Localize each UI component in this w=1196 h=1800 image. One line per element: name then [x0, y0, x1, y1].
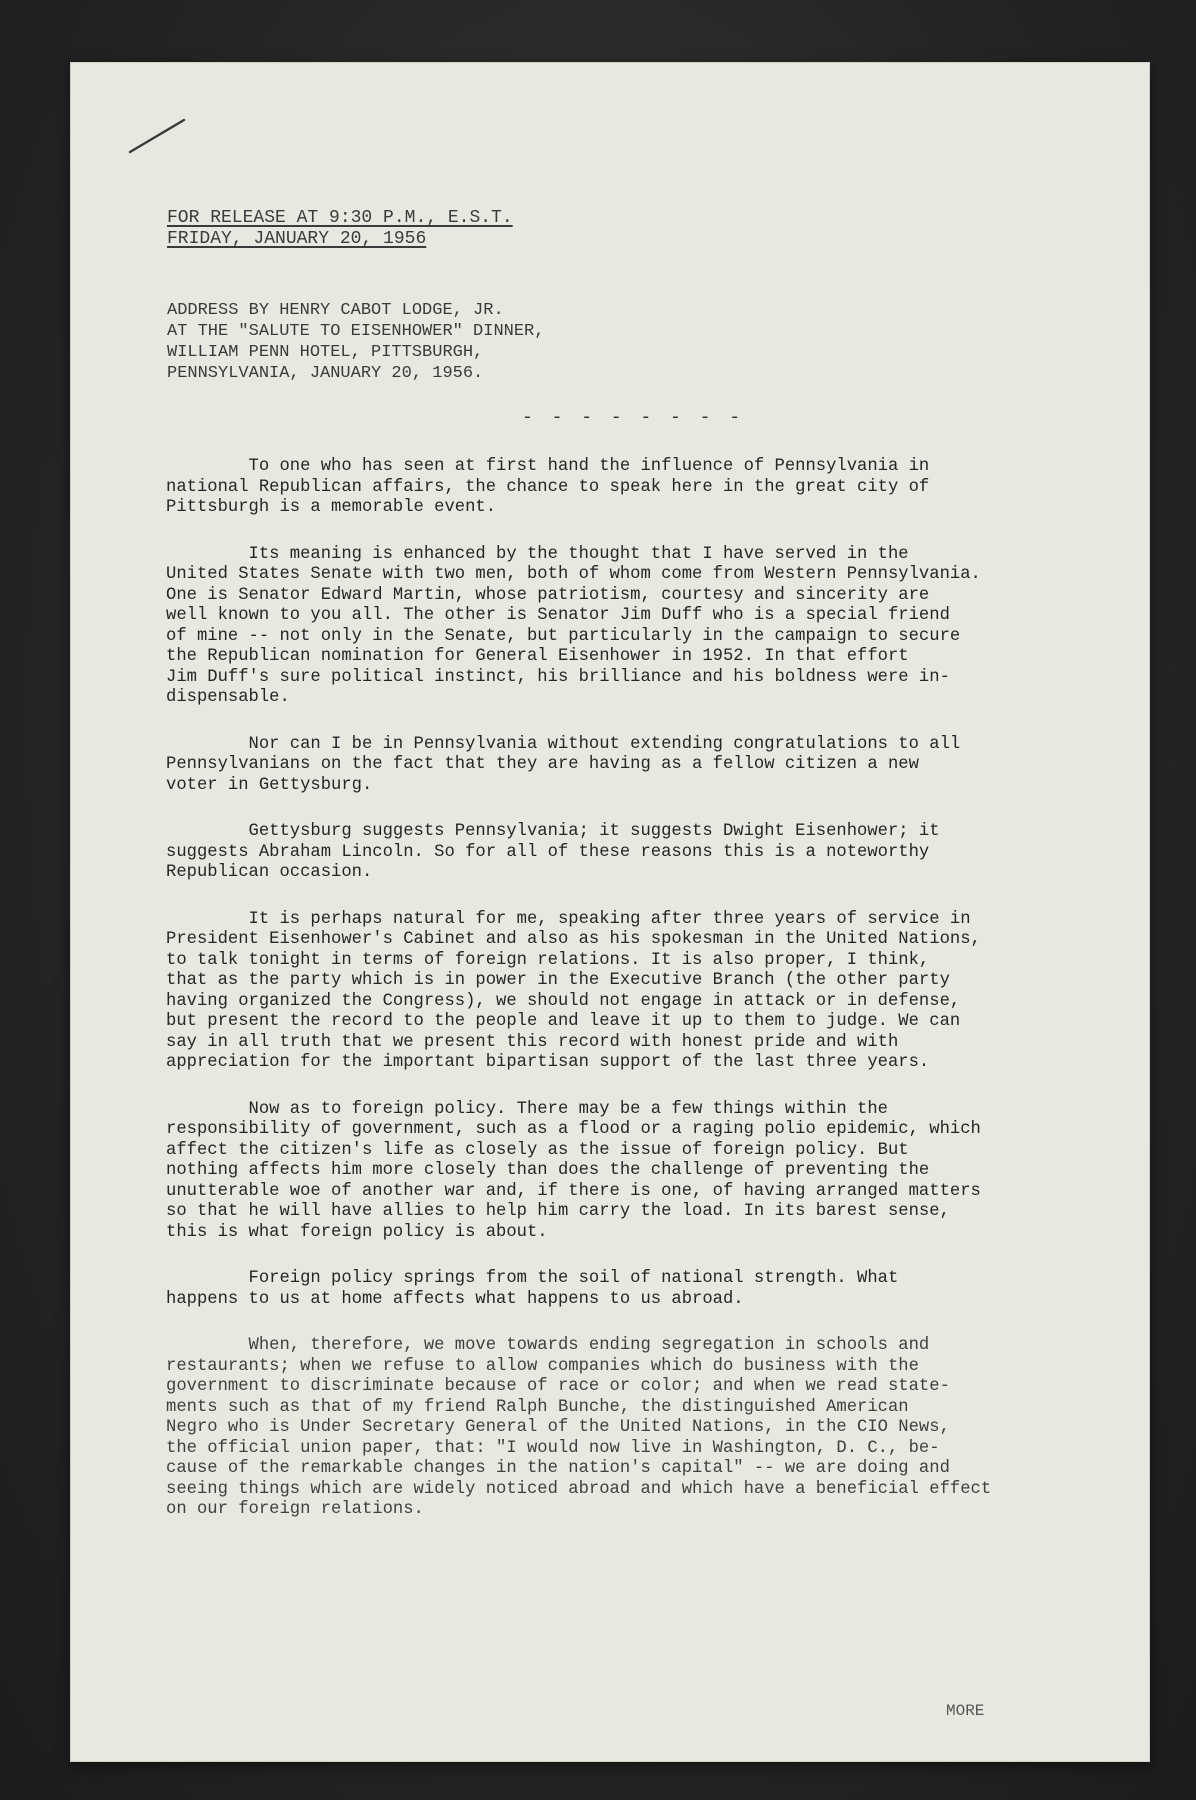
- dash-separator: - - - - - - - -: [522, 408, 745, 428]
- text-line: To one who has seen at first hand the influence of Pennsylvania in: [166, 457, 930, 476]
- paragraph: [166, 735, 1126, 797]
- paragraph: [166, 1336, 1126, 1521]
- text-line: Pittsburgh is a memorable event.: [166, 498, 497, 517]
- text-line: government to discriminate because of race or color; and when we read state-: [166, 1377, 950, 1396]
- release-header: [167, 208, 513, 250]
- more-indicator: MORE: [946, 1702, 985, 1720]
- text-line: Now as to foreign policy. There may be a few things within the: [166, 1099, 888, 1119]
- text-line: so that he will have allies to help him carry the load. In its barest sense,: [166, 1202, 950, 1221]
- text-line: seeing things which are widely noticed abroad and which have a beneficial effect: [166, 1479, 992, 1499]
- text-line: nothing affects him more closely than does the challenge of preventing the: [166, 1161, 930, 1180]
- text-line: Pennsylvanians on the fact that they are having as a fellow citizen a new: [166, 755, 919, 774]
- text-line: having organized the Congress), we should not engage in attack or in defense,: [166, 991, 961, 1011]
- text-line: on our foreign relations.: [166, 1500, 424, 1519]
- text-line: Negro who is Under Secretary General of the United Nations, in the CIO News,: [166, 1418, 950, 1437]
- text-line: affect the citizen's life as closely as the issue of foreign policy. But: [166, 1140, 909, 1160]
- text-line: but present the record to the people and leave it up to them to judge. We can: [166, 1012, 961, 1031]
- text-line: say in all truth that we present this record with honest pride and with: [166, 1032, 899, 1052]
- text-line: Foreign policy springs from the soil of national strength. What: [166, 1269, 899, 1288]
- text-line: unutterable woe of another war and, if there is one, of having arranged matters: [166, 1181, 981, 1201]
- text-line: the official union paper, that: "I would now live in Washington, D. C., be-: [166, 1438, 940, 1458]
- text-line: Nor can I be in Pennsylvania without extending congratulations to all: [166, 734, 961, 754]
- address-line: AT THE "SALUTE TO EISENHOWER" DINNER,: [167, 322, 545, 341]
- pen-check-mark: [128, 114, 188, 154]
- release-date: FRIDAY, JANUARY 20, 1956: [167, 229, 427, 249]
- text-line: cause of the remarkable changes in the nation's capital" -- we are doing and: [166, 1459, 950, 1478]
- text-line: responsibility of government, such as a flood or a raging polio epidemic, which: [166, 1120, 981, 1139]
- text-line: When, therefore, we move towards ending segregation in schools and: [166, 1336, 930, 1355]
- text-line: appreciation for the important bipartisan support of the last three years.: [166, 1053, 930, 1072]
- address-line: PENNSYLVANIA, JANUARY 20, 1956.: [167, 364, 484, 383]
- address-heading: [167, 300, 544, 384]
- text-line: of mine -- not only in the Senate, but particularly in the campaign to secure: [166, 626, 961, 646]
- text-line: Its meaning is enhanced by the thought that I have served in the: [166, 544, 909, 564]
- text-line: restaurants; when we refuse to allow companies which do business with the: [166, 1356, 919, 1376]
- paragraph: [166, 822, 1126, 884]
- press-release-page: [70, 62, 1150, 1762]
- text-line: ments such as that of my friend Ralph Bunche, the distinguished American: [166, 1397, 909, 1417]
- text-line: One is Senator Edward Martin, whose patriotism, courtesy and sincerity are: [166, 585, 930, 605]
- paragraph: [166, 910, 1126, 1074]
- text-line: well known to you all. The other is Senator Jim Duff who is a special friend: [166, 606, 950, 625]
- paragraph: [166, 545, 1126, 709]
- text-line: national Republican affairs, the chance to speak here in the great city of: [166, 477, 930, 497]
- text-line: Gettysburg suggests Pennsylvania; it suggests Dwight Eisenhower; it: [166, 822, 940, 841]
- text-line: this is what foreign policy is about.: [166, 1222, 548, 1242]
- text-line: It is perhaps natural for me, speaking after three years of service in: [166, 909, 971, 929]
- text-line: happens to us at home affects what happens to us abroad.: [166, 1289, 744, 1309]
- text-line: to talk tonight in terms of foreign relations. It is also proper, I think,: [166, 950, 930, 970]
- text-line: dispensable.: [166, 688, 290, 707]
- text-line: United States Senate with two men, both of whom come from Western Pennsylvania.: [166, 565, 981, 584]
- text-line: voter in Gettysburg.: [166, 775, 373, 795]
- text-line: suggests Abraham Lincoln. So for all of these reasons this is a noteworthy: [166, 842, 930, 862]
- address-line: WILLIAM PENN HOTEL, PITTSBURGH,: [167, 343, 484, 362]
- paragraph: [166, 1100, 1126, 1244]
- text-line: the Republican nomination for General Eisenhower in 1952. In that effort: [166, 647, 909, 666]
- release-time: FOR RELEASE AT 9:30 P.M., E.S.T.: [167, 208, 513, 228]
- speech-body: [166, 457, 1126, 1547]
- text-line: that as the party which is in power in the Executive Branch (the other party: [166, 971, 950, 990]
- paragraph: [166, 1269, 1126, 1310]
- paragraph: [166, 457, 1126, 519]
- text-line: Jim Duff's sure political instinct, his brilliance and his boldness were in-: [166, 667, 950, 687]
- address-line: ADDRESS BY HENRY CABOT LODGE, JR.: [167, 301, 504, 320]
- text-line: Republican occasion.: [166, 863, 373, 882]
- text-line: President Eisenhower's Cabinet and also as his spokesman in the United Nations,: [166, 930, 981, 949]
